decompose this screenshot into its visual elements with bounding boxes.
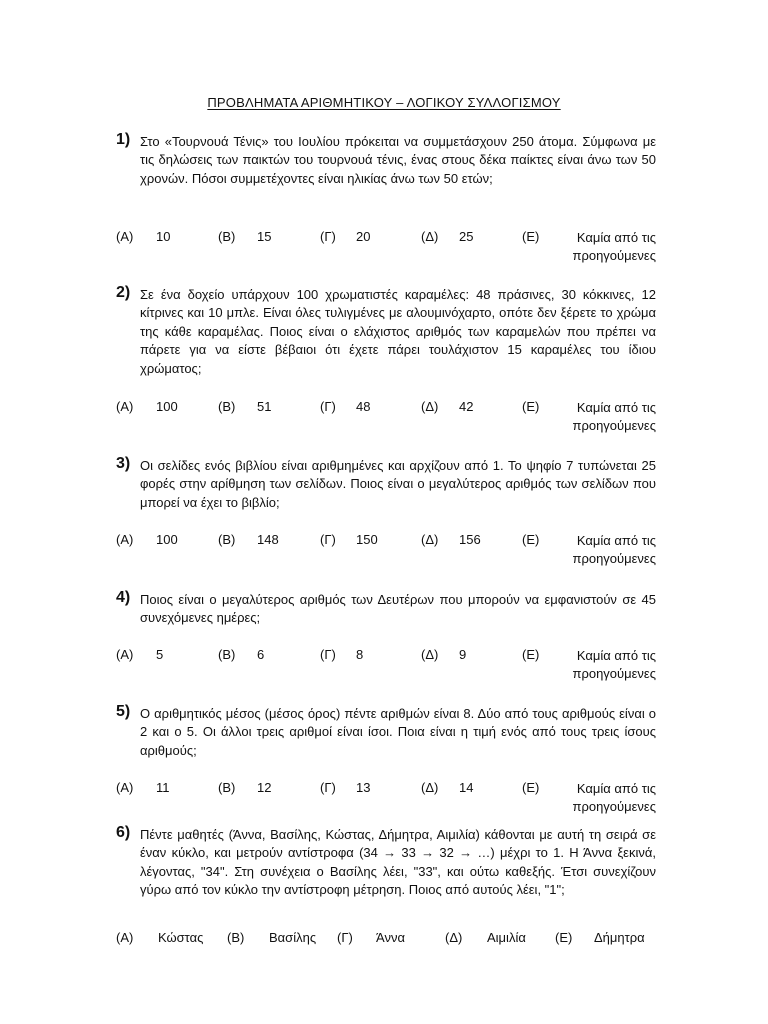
option-label: (Γ): [320, 399, 336, 414]
option-label: (Γ): [320, 647, 336, 662]
option-value: Κώστας: [158, 930, 204, 945]
options-2: [116, 399, 656, 439]
question-number: 2): [116, 284, 131, 301]
option-label: (Β): [218, 229, 236, 244]
question-number: 6): [116, 824, 131, 841]
option-value: Καμία από τις προηγούμενες: [572, 230, 656, 264]
option-value: 100: [156, 532, 178, 547]
option-label: (Δ): [421, 229, 439, 244]
question-6: [116, 826, 656, 900]
option-label: (Β): [218, 532, 236, 547]
option-label: (Ε): [522, 229, 540, 244]
option-label: (Α): [116, 532, 134, 547]
option-label: (Δ): [421, 647, 439, 662]
question-1: [116, 133, 656, 188]
option-value: 11: [156, 780, 170, 795]
option-label: (Ε): [555, 930, 573, 945]
option-label: (Γ): [337, 930, 353, 945]
option-value: 150: [356, 532, 378, 547]
question-number: 4): [116, 589, 131, 606]
option-label: (Α): [116, 399, 134, 414]
option-label: (Ε): [522, 532, 540, 547]
option-value: 9: [459, 647, 467, 662]
question-4: [116, 591, 656, 628]
option-label: (Ε): [522, 647, 540, 662]
option-value: 48: [356, 399, 371, 414]
option-value: Καμία από τις προηγούμενες: [572, 533, 656, 567]
option-value: 10: [156, 229, 171, 244]
option-value: Καμία από τις προηγούμενες: [572, 400, 656, 434]
option-label: (Δ): [421, 532, 439, 547]
question-text: Σε ένα δοχείο υπάρχουν 100 χρωματιστές καραμέλες: 48 πράσινες, 30 κόκκινες, 12 κίτρινες και 10 μπλε. Είναι όλες τυλιγμένες με αλουμινόχαρτο, οπότε δεν ξέρετε το χρώμα της κάθε καραμέλας. Ποιος είναι ο ελάχιστος αριθμός των καραμελών που πρέπει να πάρετε για να είστε βέβαιοι ότι έχετε πάρει τουλάχιστον 15 καραμέλες του ίδιου χρώματος;: [140, 287, 656, 376]
option-value: 5: [156, 647, 164, 662]
option-label: (Γ): [320, 229, 336, 244]
question-text: Ο αριθμητικός μέσος (μέσος όρος) πέντε αριθμών είναι 8. Δύο από τους αριθμούς είναι ο 2 και ο 5. Οι άλλοι τρεις αριθμοί είναι ίσοι. Ποια είναι η τιμή ενός από τους τρεις ίσους αριθμούς;: [140, 706, 656, 758]
option-value: 148: [257, 532, 279, 547]
question-number: 5): [116, 703, 131, 720]
question-text: Ποιος είναι ο μεγαλύτερος αριθμός των Δευτέρων που μπορούν να εμφανιστούν σε 45 συνεχόμενες ημέρες;: [140, 592, 656, 626]
option-label: (Α): [116, 229, 134, 244]
option-label: (Γ): [320, 780, 336, 795]
question-text: Στο «Τουρνουά Τένις» του Ιουλίου πρόκειται να συμμετάσχουν 250 άτομα. Σύμφωνα με τις δηλώσεις των παικτών του τουρνουά τένις, ένας στους δέκα παίκτες είναι άνω των 50 χρονών. Πόσοι συμμετέχοντες είναι ηλικίας άνω των 50 ετών;: [140, 134, 656, 186]
option-label: (Α): [116, 930, 134, 945]
option-label: (Ε): [522, 399, 540, 414]
option-value: Καμία από τις προηγούμενες: [572, 781, 656, 815]
option-label: (Δ): [421, 399, 439, 414]
question-2: [116, 286, 656, 378]
option-value: 20: [356, 229, 371, 244]
option-label: (Α): [116, 780, 134, 795]
option-value: 51: [257, 399, 272, 414]
option-label: (Β): [218, 647, 236, 662]
option-value: 14: [459, 780, 474, 795]
question-number: 1): [116, 131, 131, 148]
option-value: 6: [257, 647, 265, 662]
option-value: 13: [356, 780, 371, 795]
option-label: (Β): [227, 930, 245, 945]
option-label: (Α): [116, 647, 134, 662]
question-3: [116, 457, 656, 512]
option-value: 15: [257, 229, 272, 244]
option-label: (Β): [218, 399, 236, 414]
option-label: (Β): [218, 780, 236, 795]
option-value: 42: [459, 399, 474, 414]
option-label: (Δ): [445, 930, 463, 945]
option-value: Αιμιλία: [487, 930, 526, 945]
option-value: 156: [459, 532, 481, 547]
option-value: 100: [156, 399, 178, 414]
question-5: [116, 705, 656, 760]
options-1: [116, 229, 656, 269]
options-4: [116, 647, 656, 687]
option-value: Βασίλης: [269, 930, 317, 945]
option-value: 25: [459, 229, 474, 244]
option-label: (Γ): [320, 532, 336, 547]
option-value: 12: [257, 780, 272, 795]
question-number: 3): [116, 455, 131, 472]
option-value: Δήμητρα: [594, 930, 645, 945]
option-value: Καμία από τις προηγούμενες: [572, 648, 656, 682]
option-value: 8: [356, 647, 364, 662]
option-label: (Δ): [421, 780, 439, 795]
page-title: ΠΡΟΒΛΗΜΑΤΑ ΑΡΙΘΜΗΤΙΚΟΥ – ΛΟΓΙΚΟΥ ΣΥΛΛΟΓΙΣΜΟΥ: [207, 95, 561, 110]
question-text: Οι σελίδες ενός βιβλίου είναι αριθμημένες και αρχίζουν από 1. Το ψηφίο 7 τυπώνεται 25 φορές στην αρίθμηση των σελίδων. Ποιος είναι ο μεγαλύτερος αριθμός των σελίδων που μπορεί να έχει το βιβλίο;: [140, 458, 656, 510]
options-3: [116, 532, 656, 572]
question-text: Πέντε μαθητές (Άννα, Βασίλης, Κώστας, Δήμητρα, Αιμιλία) κάθονται με αυτή τη σειρά σε έναν κύκλο, και μετρούν αντίστροφα (34 → 33 → 32 → …) μέχρι το 1. Η Άννα ξεκινά, λέγοντας, "34". Στη συνέχεια ο Βασίλης λέει, "33", και ούτω καθεξής. Έτσι συνεχίζουν γύρω από τον κύκλο την αντίστροφη μέτρηση. Ποιος από αυτούς λέει, "1";: [140, 827, 656, 898]
option-value: Άννα: [376, 930, 405, 945]
options-5: [116, 780, 656, 820]
option-label: (Ε): [522, 780, 540, 795]
